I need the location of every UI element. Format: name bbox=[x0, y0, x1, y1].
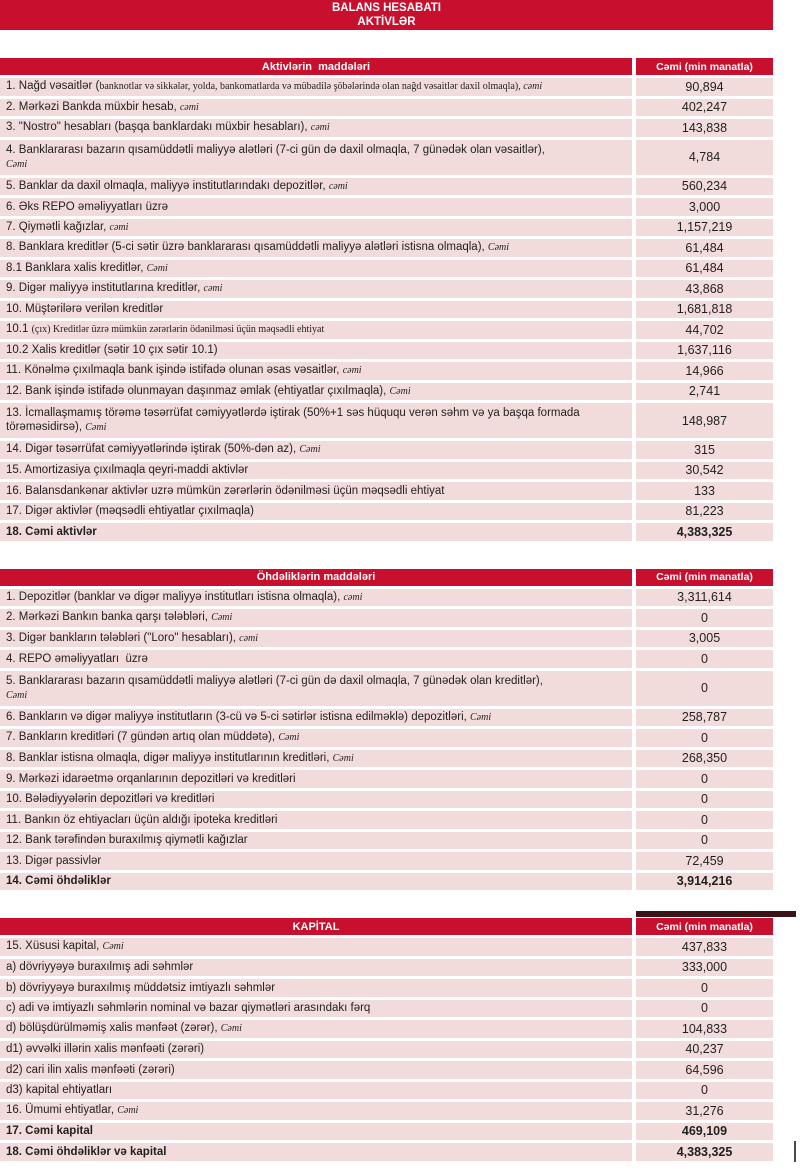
table-row bbox=[0, 1102, 773, 1120]
row-label bbox=[0, 523, 632, 541]
row-label-text bbox=[6, 710, 491, 725]
row-label bbox=[0, 1041, 632, 1059]
table-row bbox=[0, 609, 773, 627]
row-value: 315 bbox=[636, 441, 773, 459]
label-segment: 18. Cəmi aktivlər bbox=[6, 525, 97, 538]
row-label-text bbox=[6, 442, 320, 457]
row-value: 4,383,325 bbox=[636, 1143, 773, 1161]
label-segment: 6. Bankların və digər maliyyə institutların (3-cü və 5-ci sətirlər istisna edilməklə) depozitləri, bbox=[6, 710, 471, 723]
table-header bbox=[0, 918, 773, 935]
dark-border-strip bbox=[636, 911, 796, 917]
row-label-text bbox=[6, 261, 168, 276]
label-segment: 9. Mərkəzi idarəetmə orqanlarının depozitləri və kreditləri bbox=[6, 772, 296, 785]
table-row bbox=[0, 1123, 773, 1141]
label-segment: 17. Cəmi kapital bbox=[6, 1125, 93, 1138]
row-label-text bbox=[6, 960, 193, 974]
row-value: 258,787 bbox=[636, 709, 773, 727]
row-label bbox=[0, 589, 632, 607]
row-label bbox=[0, 1102, 632, 1120]
row-label bbox=[0, 239, 632, 257]
row-value: 104,833 bbox=[636, 1020, 773, 1038]
table-row bbox=[0, 811, 773, 829]
row-label-text bbox=[6, 652, 148, 666]
label-segment: 10. Müştərilərə verilən kreditlər bbox=[6, 303, 164, 316]
row-label-text bbox=[6, 772, 296, 786]
table-header-label: Aktivlərin maddələri bbox=[0, 58, 632, 75]
row-value: 437,833 bbox=[636, 938, 773, 956]
label-segment: c) adi və imtiyazlı səhmlərin nominal və bazar qiymətləri arasındakı fərq bbox=[6, 1002, 371, 1015]
row-label bbox=[0, 811, 632, 829]
label-segment: Cəmi bbox=[332, 752, 354, 764]
row-label-text bbox=[6, 384, 411, 399]
table-row bbox=[0, 750, 773, 768]
label-segment: 13. Digər passivlər bbox=[6, 854, 102, 867]
row-label bbox=[0, 503, 632, 521]
row-label-text bbox=[6, 1124, 93, 1138]
label-segment: 10.2 Xalis kreditlər (sətir 10 çıx sətir 10.1) bbox=[6, 344, 218, 357]
row-label bbox=[0, 671, 632, 706]
table-row bbox=[0, 321, 773, 339]
table-row bbox=[0, 403, 773, 438]
table-row bbox=[0, 342, 773, 360]
label-segment: Cəmi bbox=[146, 262, 168, 274]
label-segment: Cəmi bbox=[389, 385, 411, 397]
row-label-text bbox=[6, 484, 445, 498]
row-label bbox=[0, 1061, 632, 1079]
row-value: 0 bbox=[636, 1082, 773, 1100]
table-header-value: Cəmi (min manatla) bbox=[636, 569, 773, 586]
label-segment: Cəmi bbox=[85, 422, 107, 433]
row-label bbox=[0, 441, 632, 459]
table-row bbox=[0, 301, 773, 319]
label-segment: 8. Banklara kreditlər (5-ci sətir üzrə banklararası qısamüddətli maliyyə alətləri istisna olmaqla), bbox=[6, 241, 488, 254]
row-label bbox=[0, 1082, 632, 1100]
row-label-text bbox=[6, 833, 248, 847]
table-row bbox=[0, 959, 773, 977]
label-segment: (çıx) Kreditlər üzrə mümkün zərərlərin ödənilməsi üçün məqsədli ehtiyat bbox=[31, 324, 325, 336]
row-label-text bbox=[6, 939, 124, 954]
label-segment: 1. Nağd vəsaitlər ( bbox=[6, 80, 100, 93]
row-value: 3,000 bbox=[636, 198, 773, 216]
row-value: 4,383,325 bbox=[636, 523, 773, 541]
row-value: 4,784 bbox=[636, 140, 773, 175]
row-label bbox=[0, 750, 632, 768]
row-value: 3,311,614 bbox=[636, 589, 773, 607]
row-value: 0 bbox=[636, 1000, 773, 1018]
row-label-text bbox=[6, 854, 101, 868]
row-value: 1,637,116 bbox=[636, 342, 773, 360]
table-row bbox=[0, 650, 773, 668]
table-row bbox=[0, 441, 773, 459]
label-segment: cəmi bbox=[179, 101, 199, 113]
table-header bbox=[0, 569, 773, 586]
label-segment: 8.1 Banklara xalis kreditlər, bbox=[6, 261, 147, 274]
row-value: 560,234 bbox=[636, 178, 773, 196]
label-segment: a) dövriyyəyə buraxılmış adi səhmlər bbox=[6, 961, 194, 974]
table-row bbox=[0, 140, 773, 175]
label-segment: Cəmi bbox=[278, 732, 300, 744]
row-value: 43,868 bbox=[636, 280, 773, 298]
label-segment: cəmi bbox=[109, 221, 129, 233]
row-label bbox=[0, 873, 632, 891]
table-row bbox=[0, 482, 773, 500]
label-segment: d3) kapital ehtiyatları bbox=[6, 1084, 113, 1097]
label-segment: 10.1 bbox=[6, 323, 32, 336]
label-segment: Cəmi bbox=[470, 711, 492, 723]
row-label-text bbox=[6, 120, 330, 135]
label-segment: 17. Digər aktivlər (məqsədli ehtiyatlar çıxılmaqla) bbox=[6, 505, 254, 518]
label-segment: Cəmi bbox=[487, 242, 510, 254]
row-label-text bbox=[6, 1083, 112, 1097]
row-value: 44,702 bbox=[636, 321, 773, 339]
label-segment: Cəmi bbox=[6, 689, 28, 701]
stray-border-mark bbox=[794, 1141, 796, 1162]
row-label-text bbox=[6, 1001, 370, 1015]
row-label bbox=[0, 219, 632, 237]
row-value: 40,237 bbox=[636, 1041, 773, 1059]
table-row bbox=[0, 589, 773, 607]
table-row bbox=[0, 709, 773, 727]
table-header bbox=[0, 58, 773, 75]
row-value: 0 bbox=[636, 979, 773, 997]
label-segment: 12. Bank tərəfindən buraxılmış qiymətli kağızlar bbox=[6, 834, 248, 847]
row-value: 148,987 bbox=[636, 403, 773, 438]
row-label-text bbox=[6, 751, 354, 766]
row-label-text bbox=[6, 1103, 138, 1118]
label-segment: 6. Əks REPO əməliyyatları üzrə bbox=[6, 200, 169, 213]
report-title-line2: AKTİVLƏR bbox=[357, 16, 416, 28]
row-label bbox=[0, 709, 632, 727]
row-label-text bbox=[6, 631, 258, 646]
row-value: 133 bbox=[636, 482, 773, 500]
label-segment: d2) cari ilin xalis mənfəəti (zərəri) bbox=[6, 1063, 175, 1076]
row-value: 81,223 bbox=[636, 503, 773, 521]
label-segment: cəmi bbox=[328, 180, 348, 192]
label-segment: 4. REPO əməliyyatları üzrə bbox=[6, 652, 148, 665]
row-label bbox=[0, 198, 632, 216]
row-value: 64,596 bbox=[636, 1061, 773, 1079]
row-value: 30,542 bbox=[636, 462, 773, 480]
table-row bbox=[0, 832, 773, 850]
row-label-text bbox=[6, 1042, 204, 1056]
row-label-text bbox=[6, 610, 232, 625]
table-row bbox=[0, 99, 773, 117]
row-label bbox=[0, 301, 632, 319]
row-label bbox=[0, 178, 632, 196]
row-value: 0 bbox=[636, 811, 773, 829]
row-value: 3,005 bbox=[636, 630, 773, 648]
label-segment: cəmi bbox=[239, 632, 259, 644]
label-segment: 16. Balansdankənar aktivlər uzrə mümkün zərərlərin ödənilməsi üçün məqsədli ehtiyat bbox=[6, 484, 445, 497]
table-row bbox=[0, 671, 773, 706]
row-value: 90,894 bbox=[636, 78, 773, 96]
table-row bbox=[0, 383, 773, 401]
row-label-text bbox=[6, 981, 275, 995]
row-value: 61,484 bbox=[636, 260, 773, 278]
table-row bbox=[0, 791, 773, 809]
row-value: 268,350 bbox=[636, 750, 773, 768]
row-value: 61,484 bbox=[636, 239, 773, 257]
label-segment: d1) əvvəlki illərin xalis mənfəəti (zərəri) bbox=[6, 1043, 205, 1056]
table-row bbox=[0, 1000, 773, 1018]
row-label bbox=[0, 979, 632, 997]
row-label-text bbox=[6, 100, 199, 115]
row-label-text bbox=[6, 363, 362, 378]
report-title-banner bbox=[0, 0, 773, 30]
row-label-text bbox=[6, 463, 248, 477]
row-value: 0 bbox=[636, 770, 773, 788]
row-label-text bbox=[6, 1145, 166, 1159]
row-label-text bbox=[6, 302, 163, 316]
row-value: 0 bbox=[636, 832, 773, 850]
row-label bbox=[0, 321, 632, 339]
table-header-value: Cəmi (min manatla) bbox=[636, 58, 773, 75]
row-label bbox=[0, 609, 632, 627]
row-label-text bbox=[6, 674, 546, 703]
row-value: 0 bbox=[636, 609, 773, 627]
row-label bbox=[0, 832, 632, 850]
row-value: 31,276 bbox=[636, 1102, 773, 1120]
label-segment: 5. Banklararası bazarın qısamüddətli maliyyə alətləri (7-ci gün də daxil olmaqla, 7 günədək olan kreditlər), bbox=[6, 674, 547, 687]
row-label-text bbox=[6, 792, 214, 806]
row-value: 143,838 bbox=[636, 119, 773, 137]
row-value: 333,000 bbox=[636, 959, 773, 977]
table-row bbox=[0, 1082, 773, 1100]
row-value: 1,157,219 bbox=[636, 219, 773, 237]
label-segment: 7. Qiymətli kağızlar, bbox=[6, 220, 110, 233]
label-segment: Cəmi bbox=[102, 941, 124, 953]
row-label-text bbox=[6, 220, 128, 235]
row-value: 469,109 bbox=[636, 1123, 773, 1141]
row-label-text bbox=[6, 406, 626, 435]
row-label bbox=[0, 482, 632, 500]
label-segment: 15. Amortizasiya çıxılmaqla qeyri-maddi aktivlər bbox=[6, 464, 249, 477]
row-label bbox=[0, 383, 632, 401]
table-row bbox=[0, 1143, 773, 1161]
report-title-line1: BALANS HESABATI bbox=[331, 2, 442, 14]
label-segment: 15. Xüsusi kapital, bbox=[6, 940, 103, 953]
table-row bbox=[0, 260, 773, 278]
label-segment: Cəmi bbox=[220, 1023, 242, 1035]
row-label bbox=[0, 852, 632, 870]
row-label bbox=[0, 1020, 632, 1038]
label-segment: banknotlar və sikkələr, yolda, bankomatlarda və mübadilə şöbələrində olan nağd vəsaitlər daxil olmaqla), bbox=[99, 81, 524, 93]
table-row bbox=[0, 178, 773, 196]
label-segment: cəmi bbox=[310, 122, 330, 134]
label-segment: 14. Digər təsərrüfat cəmiyyətlərində iştirak (50%-dən az), bbox=[6, 443, 300, 456]
table-row bbox=[0, 630, 773, 648]
row-label-text bbox=[6, 504, 254, 518]
label-segment: 2. Mərkəzi Bankda müxbir hesab, bbox=[6, 100, 180, 113]
row-label bbox=[0, 99, 632, 117]
table-row bbox=[0, 280, 773, 298]
table-row bbox=[0, 852, 773, 870]
row-label bbox=[0, 791, 632, 809]
row-label-text bbox=[6, 874, 111, 888]
label-segment: 3. Digər bankların tələbləri ("Loro" hesabları), bbox=[6, 631, 240, 644]
table-row bbox=[0, 1020, 773, 1038]
row-label-text bbox=[6, 179, 348, 194]
row-value: 3,914,216 bbox=[636, 873, 773, 891]
row-value: 0 bbox=[636, 650, 773, 668]
table-row bbox=[0, 239, 773, 257]
table-row bbox=[0, 729, 773, 747]
row-label bbox=[0, 729, 632, 747]
row-value: 0 bbox=[636, 729, 773, 747]
label-segment: 14. Cəmi öhdəliklər bbox=[6, 875, 111, 888]
table-row bbox=[0, 462, 773, 480]
label-segment: 11. Könəlmə çıxılmaqla bank işində istifadə olunan əsas vəsaitlər, bbox=[6, 364, 343, 377]
label-segment: b) dövriyyəyə buraxılmış müddətsiz imtiyazlı səhmlər bbox=[6, 981, 276, 994]
row-label-text bbox=[6, 525, 97, 539]
table-row bbox=[0, 503, 773, 521]
table-row bbox=[0, 198, 773, 216]
row-label-text bbox=[6, 200, 168, 214]
row-label-text bbox=[6, 590, 362, 605]
row-label bbox=[0, 770, 632, 788]
label-segment: cəmi bbox=[203, 283, 223, 295]
row-label bbox=[0, 650, 632, 668]
row-value: 402,247 bbox=[636, 99, 773, 117]
table-aktivler bbox=[0, 58, 773, 541]
table-row bbox=[0, 219, 773, 237]
row-label bbox=[0, 403, 632, 438]
row-label bbox=[0, 260, 632, 278]
label-segment: 13. İcmallaşmamış törəmə təsərrüfat cəmiyyətlərdə iştirak (50%+1 səs hüququ verən səhm və ya başqa formada törəməsidirsə), bbox=[6, 407, 583, 433]
label-segment: 10. Bələdiyyələrin depozitləri və kreditləri bbox=[6, 793, 215, 806]
row-label bbox=[0, 1143, 632, 1161]
row-value: 1,681,818 bbox=[636, 301, 773, 319]
label-segment: Cəmi bbox=[6, 158, 28, 170]
label-segment: 5. Banklar da daxil olmaqla, maliyyə institutlarındakı depozitlər, bbox=[6, 179, 329, 192]
row-value: 14,966 bbox=[636, 362, 773, 380]
label-segment: 16. Ümumi ehtiyatlar, bbox=[6, 1104, 118, 1117]
row-label bbox=[0, 630, 632, 648]
label-segment: 11. Bankın öz ehtiyacları üçün aldığı ipoteka kreditləri bbox=[6, 813, 278, 826]
table-header-label: Öhdəliklərin maddələri bbox=[0, 569, 632, 586]
row-label-text bbox=[6, 322, 324, 337]
row-value: 0 bbox=[636, 791, 773, 809]
row-label-text bbox=[6, 1063, 175, 1077]
row-label bbox=[0, 1000, 632, 1018]
label-segment: cəmi bbox=[523, 81, 543, 93]
label-segment: 2. Mərkəzi Bankın banka qarşı tələbləri, bbox=[6, 611, 212, 624]
table-row bbox=[0, 979, 773, 997]
label-segment: Cəmi bbox=[299, 444, 321, 456]
table-row bbox=[0, 119, 773, 137]
table-kapital bbox=[0, 918, 773, 1161]
label-segment: Cəmi bbox=[211, 612, 233, 624]
row-value: 72,459 bbox=[636, 852, 773, 870]
row-label bbox=[0, 362, 632, 380]
label-segment: cəmi bbox=[342, 365, 362, 377]
table-row bbox=[0, 770, 773, 788]
label-segment: Cəmi bbox=[117, 1105, 139, 1117]
table-header-value: Cəmi (min manatla) bbox=[636, 918, 773, 935]
table-header-label: KAPİTAL bbox=[0, 918, 632, 935]
table-row bbox=[0, 1061, 773, 1079]
row-label-text bbox=[6, 1021, 242, 1036]
row-label bbox=[0, 119, 632, 137]
row-label bbox=[0, 140, 632, 175]
row-label bbox=[0, 342, 632, 360]
table-row bbox=[0, 1041, 773, 1059]
row-label-text bbox=[6, 343, 218, 357]
row-value: 2,741 bbox=[636, 383, 773, 401]
label-segment: 18. Cəmi öhdəliklər və kapital bbox=[6, 1145, 167, 1158]
row-label-text bbox=[6, 281, 222, 296]
table-row bbox=[0, 873, 773, 891]
row-label-text bbox=[6, 730, 299, 745]
row-label bbox=[0, 78, 632, 96]
label-segment: 8. Banklar istisna olmaqla, digər maliyyə institutlarının kreditləri, bbox=[6, 751, 333, 764]
row-value: 0 bbox=[636, 671, 773, 706]
row-label bbox=[0, 1123, 632, 1141]
row-label-text bbox=[6, 143, 548, 172]
row-label-text bbox=[6, 79, 542, 94]
row-label-text bbox=[6, 240, 509, 255]
table-ohdelikler bbox=[0, 569, 773, 891]
table-row bbox=[0, 523, 773, 541]
label-segment: 3. "Nostro" hesabları (başqa banklardakı müxbir hesabları), bbox=[6, 121, 311, 134]
table-row bbox=[0, 362, 773, 380]
table-row bbox=[0, 78, 773, 96]
row-label bbox=[0, 959, 632, 977]
row-label bbox=[0, 462, 632, 480]
label-segment: 7. Bankların kreditləri (7 gündən artıq olan müddətə), bbox=[6, 731, 279, 744]
label-segment: 1. Depozitlər (banklar və digər maliyyə institutları istisna olmaqla), bbox=[6, 590, 344, 603]
label-segment: cəmi bbox=[343, 591, 363, 603]
table-row bbox=[0, 938, 773, 956]
label-segment: 4. Banklararası bazarın qısamüddətli maliyyə alətləri (7-ci gün də daxil olmaqla, 7 günədək olan vəsaitlər), bbox=[6, 143, 549, 156]
label-segment: 9. Digər maliyyə institutlarına kreditlər, bbox=[6, 282, 204, 295]
row-label bbox=[0, 280, 632, 298]
tables-area bbox=[0, 58, 773, 1161]
label-segment: 12. Bank işində istifadə olunmayan daşınmaz əmlak (ehtiyatlar çıxılmaqla), bbox=[6, 384, 390, 397]
row-label-text bbox=[6, 813, 277, 827]
row-label bbox=[0, 938, 632, 956]
label-segment: d) bölüşdürülməmiş xalis mənfəət (zərər), bbox=[6, 1022, 221, 1035]
